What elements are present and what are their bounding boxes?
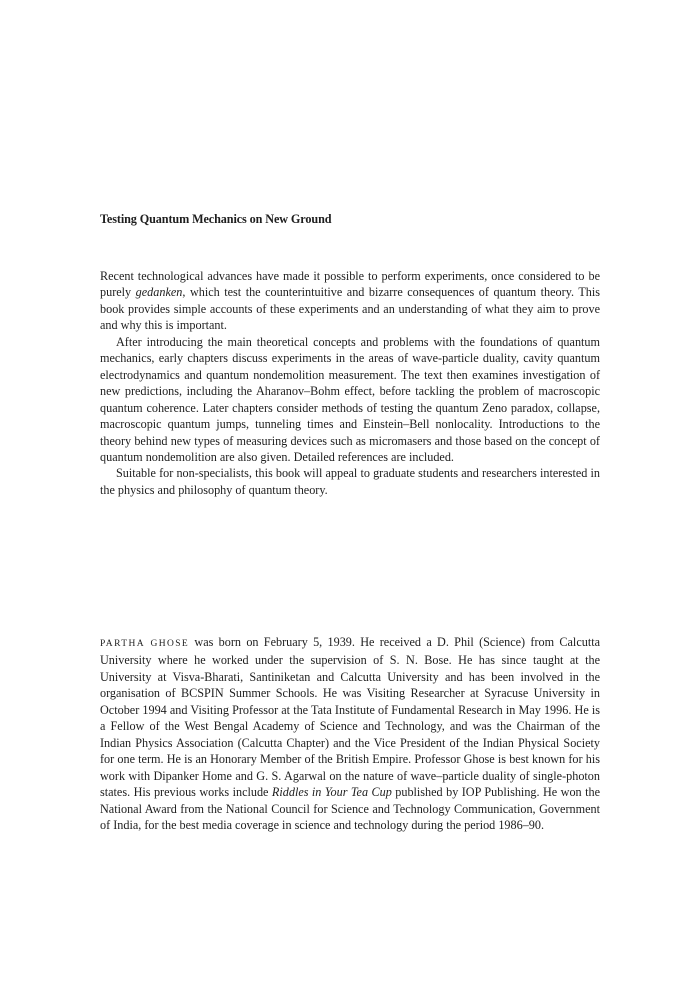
- author-previous-book-title: Riddles in Your Tea Cup: [271, 785, 392, 800]
- book-title: Testing Quantum Mechanics on New Ground: [100, 212, 332, 226]
- author-bio-text-1: was born on February 5, 1939. He received a D. Phil (Science) from Calcutta University where he worked under the supervision of S. N. Bose. He has since taught at the University at Visva-Bharati, Santiniketan and Calcutta University and has been involved in the organisation of BCSPIN Summer Schools. He was Visiting Researcher at Syracuse University in October 1994 and Visiting Professor at the Tata Institute of Fundamental Research in May 1996. He is a Fellow of the West Bengal Academy of Science and Technology, and was the Chairman of the Indian Physics Association (Calcutta Chapter) and the Vice President of the Indian Physical Society for one term. He is an Honorary Member of the British Empire. Professor Ghose is best known for his work with Dipanker Home and G. S. Agarwal on the nature of wave–particle duality of single-photon states. His previous works include: [100, 635, 601, 800]
- author-bio-text-2: published by IOP Publishing. He won the National Award from the National Council for Science and Technology Communication, Government of India, for the best media coverage in science and technology during the period 1986–90.: [100, 785, 600, 832]
- description-p1-italic: gedanken: [135, 285, 183, 300]
- description-paragraph-1: [100, 268, 600, 334]
- description-p1-text-start: Recent technological advances have made it possible to perform experiments, once considered to be purely: [100, 269, 600, 300]
- description-paragraph-2: After introducing the main theoretical concepts and problems with the foundations of quantum mechanics, early chapters discuss experiments in the areas of wave-particle duality, cavity quantum electrodynamics and quantum nondemolition measurement. The text then examines investigation of new predictions, including the Aharanov–Bohm effect, before tackling the problem of macroscopic quantum coherence. Later chapters consider methods of testing the quantum Zeno paradox, collapse, macroscopic quantum jumps, tunneling times and Einstein–Bell nonlocality. Introductions to the theory behind new types of measuring devices such as micromasers and those based on the concept of quantum nondemolition are also given. Detailed references are included.: [100, 334, 600, 464]
- book-description: [100, 268, 600, 498]
- author-name: PARTHA GHOSE: [100, 639, 190, 649]
- description-p1-text-end: , which test the counterintuitive and bizarre consequences of quantum theory. This book provides simple accounts of these experiments and an understanding of what they aim to prove and why this is important.: [100, 285, 601, 333]
- description-paragraph-3: Suitable for non-specialists, this book will appeal to graduate students and researchers interested in the physics and philosophy of quantum theory.: [100, 466, 600, 497]
- author-biography: [100, 634, 600, 833]
